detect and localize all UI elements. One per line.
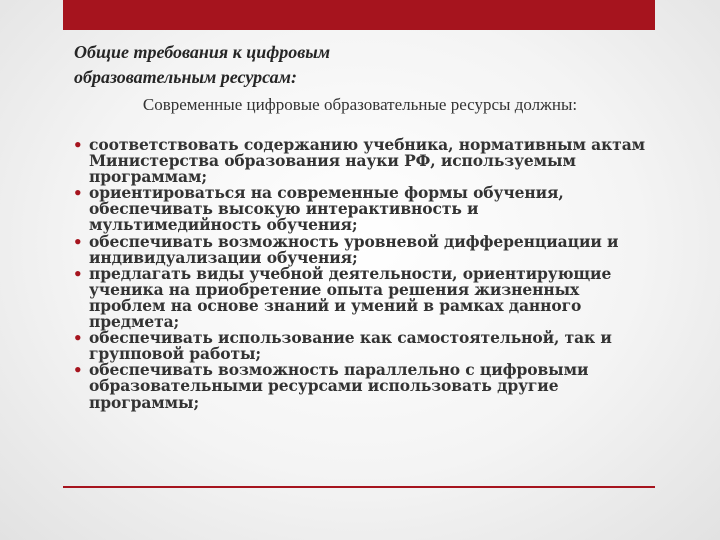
bottom-divider: [63, 486, 655, 488]
requirement-text: соответствовать содержанию учебника, нормативным актам Министерства образования науки РФ, используемым программам;: [89, 135, 645, 187]
requirement-text: обеспечивать возможность уровневой дифференциации и индивидуализации обучения;: [89, 231, 619, 267]
top-accent-bar: [63, 0, 655, 30]
requirement-text: ориентироваться на современные формы обучения, обеспечивать высокую интерактивность и мультимедийность обучения;: [89, 183, 564, 235]
bullet-icon: •: [73, 361, 83, 380]
requirements-list: [72, 137, 652, 411]
requirement-item: [72, 137, 652, 185]
bullet-icon: •: [73, 329, 83, 348]
bullet-icon: •: [73, 232, 83, 251]
slide-title-line-2: образовательным ресурсам:: [74, 67, 297, 87]
requirement-item: [72, 330, 652, 362]
requirement-text: обеспечивать возможность параллельно с цифровыми образовательными ресурсами использовать другие программы;: [89, 360, 589, 412]
bullet-icon: •: [73, 184, 83, 203]
requirement-item: [72, 362, 652, 410]
slide-title-line-1: Общие требования к цифровым: [74, 42, 331, 62]
requirement-text: предлагать виды учебной деятельности, ориентирующие ученика на приобретение опыта решения жизненных проблем на основе знаний и умений в рамках данного предмета;: [89, 263, 612, 332]
intro-text: Современные цифровые образовательные ресурсы должны:: [142, 95, 578, 114]
requirement-text: обеспечивать использование как самостоятельной, так и групповой работы;: [89, 328, 612, 364]
requirement-item: [72, 231, 652, 267]
requirement-item: [72, 263, 652, 332]
slide-title: [74, 40, 634, 90]
requirement-item: [72, 185, 652, 233]
bullet-icon: •: [73, 136, 83, 154]
bullet-icon: •: [73, 264, 83, 283]
